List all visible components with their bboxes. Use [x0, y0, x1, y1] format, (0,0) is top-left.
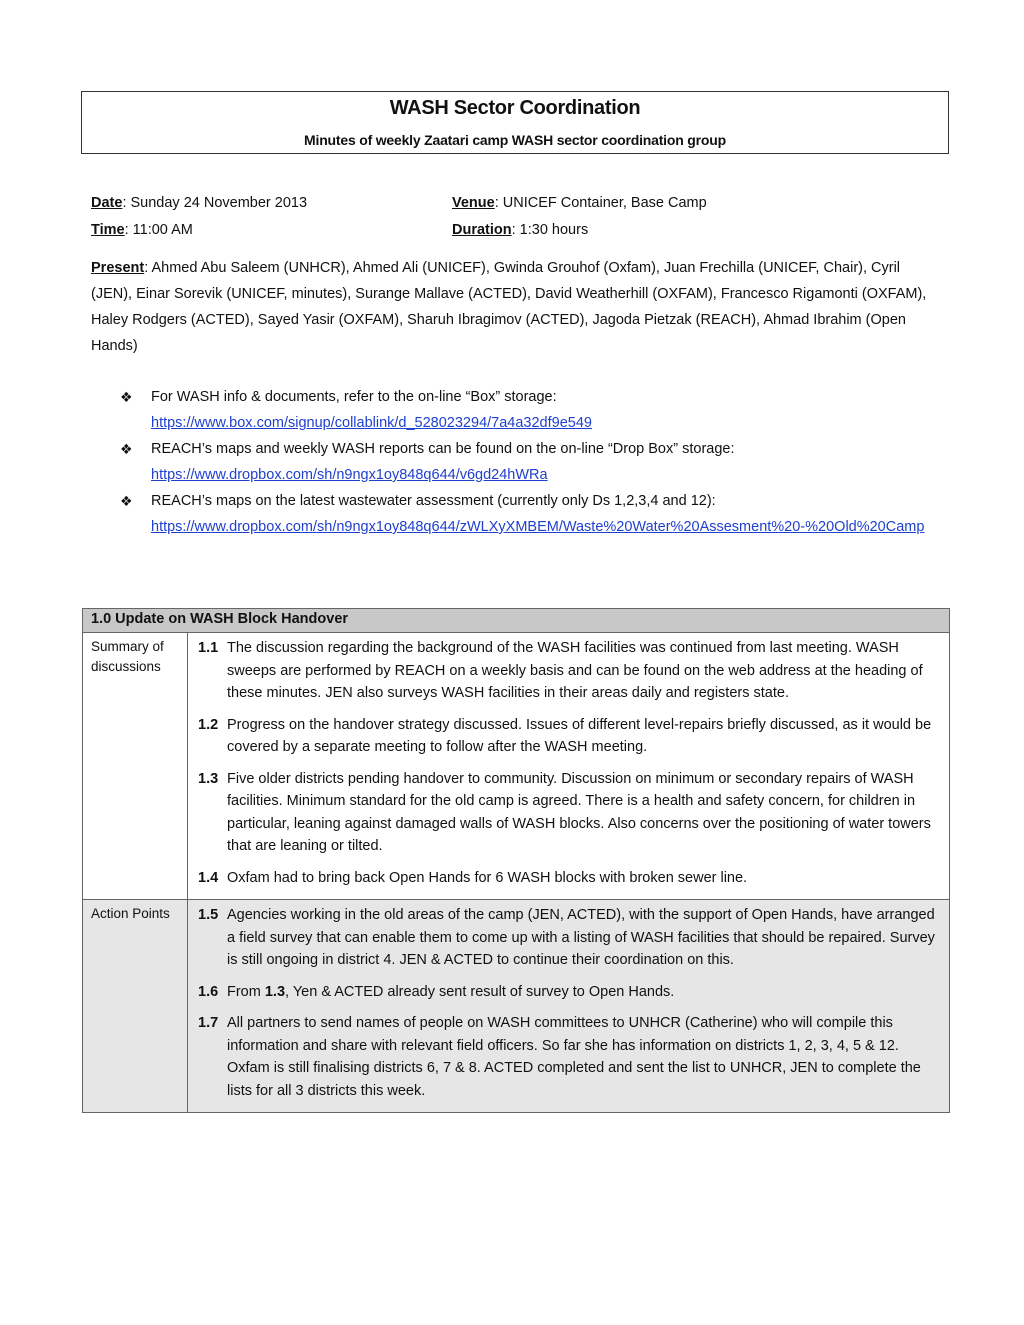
venue-value: : UNICEF Container, Base Camp: [494, 195, 707, 211]
action-row: [83, 900, 950, 1113]
item-text: Progress on the handover strategy discussed. Issues of different level-repairs briefly discussed, as it would be covered by a separate meeting to follow after the WASH meeting.: [227, 716, 932, 755]
diamond-bullet-icon: ❖: [120, 389, 133, 405]
reference-item: [120, 436, 940, 488]
present-label: Present: [91, 260, 145, 276]
item-text: The discussion regarding the background of the WASH facilities was continued from last meeting. WASH sweeps are performed by REACH on a weekly basis and can be found on the web address at the heading of these minutes. JEN also surveys WASH facilities in their areas daily and registers state.: [227, 640, 923, 701]
document-title: WASH Sector Coordination: [389, 97, 641, 119]
action-item: [198, 904, 941, 972]
item-prefix: From: [227, 983, 265, 1000]
reference-text: REACH’s maps and weekly WASH reports can be found on the on-line “Drop Box” storage:: [151, 441, 735, 457]
action-item: [198, 1012, 941, 1102]
diamond-bullet-icon: ❖: [120, 441, 133, 457]
item-text: , Yen & ACTED already sent result of survey to Open Hands.: [285, 983, 675, 1000]
minute-item: [198, 637, 941, 705]
item-text: All partners to send names of people on WASH committees to UNHCR (Catherine) who will compile this information and share with relevant field officers. So far she has information on districts 1, 2, 3, 4, 5 & 12. Oxfam is still finalising districts 6, 7 & 8. ACTED completed and sent the list to UNHCR, JEN to complete the lists for all 3 districts this week.: [227, 1015, 921, 1099]
time-value: : 11:00 AM: [124, 222, 193, 238]
reference-item: [120, 384, 940, 436]
document-subtitle: Minutes of weekly Zaatari camp WASH sector coordination group: [304, 132, 726, 148]
venue-label: Venue: [452, 195, 495, 211]
handover-section-table: [82, 608, 950, 1113]
action-item: [198, 981, 941, 1004]
reference-text: For WASH info & documents, refer to the on-line “Box” storage:: [151, 389, 557, 405]
meta-duration: [452, 222, 588, 238]
item-number: 1.7: [198, 1015, 219, 1031]
reference-link-dropbox[interactable]: https://www.dropbox.com/sh/n9ngx1oy848q644/v6gd24hWRa: [151, 467, 548, 483]
meta-date: [91, 195, 307, 211]
diamond-bullet-icon: ❖: [120, 493, 133, 509]
reference-list: [120, 384, 940, 540]
item-text: Five older districts pending handover to community. Discussion on minimum or secondary repairs of WASH facilities. Minimum standard for the old camp is agreed. There is a health and safety concern, for children in particular, leaning against damaged walls of WASH blocks. Also concerns over the positioning of water towers that are leaning or tilted.: [227, 770, 931, 854]
item-text: Agencies working in the old areas of the camp (JEN, ACTED), with the support of Open Hands, have arranged a field survey that can enable them to come up with a listing of WASH facilities that should be repaired. Survey is still ongoing in district 4. JEN & ACTED to continue their coordination on this.: [227, 907, 935, 968]
date-label: Date: [91, 195, 123, 211]
reference-item: [120, 488, 940, 540]
summary-body: [188, 633, 950, 900]
present-value: : Ahmed Abu Saleem (UNHCR), Ahmed Ali (UNICEF), Gwinda Grouhof (Oxfam), Juan Frechilla (UNICEF, Chair), Cyril (JEN), Einar Sorevik (UNICEF, minutes), Surange Mallave (ACTED), David Weatherhill (OXFAM), Francesco Rigamonti (OXFAM), Haley Rodgers (ACTED), Sayed Yasir (OXFAM), Sharuh Ibragimov (ACTED), Jagoda Pietzak (REACH), Ahmad Ibrahim (Open Hands): [91, 260, 927, 354]
item-text: Oxfam had to bring back Open Hands for 6 WASH blocks with broken sewer line.: [227, 869, 748, 886]
section-heading: 1.0 Update on WASH Block Handover: [83, 609, 950, 633]
time-label: Time: [91, 222, 125, 238]
minute-item: [198, 867, 941, 890]
summary-row: [83, 633, 950, 900]
summary-label: Summary of discussions: [83, 633, 188, 900]
item-reference: 1.3: [264, 983, 286, 1000]
meta-time: [91, 222, 193, 238]
item-number: 1.2: [198, 716, 219, 733]
minute-item: [198, 768, 941, 858]
reference-text: REACH’s maps on the latest wastewater assessment (currently only Ds 1,2,3,4 and 12):: [151, 493, 716, 509]
minute-item: [198, 714, 941, 759]
present-list: [91, 255, 941, 359]
duration-value: : 1:30 hours: [511, 222, 589, 238]
title-box: [81, 91, 949, 154]
action-body: [188, 900, 950, 1113]
item-number: 1.6: [198, 983, 219, 1000]
meta-venue: [452, 195, 707, 211]
reference-link-box[interactable]: https://www.box.com/signup/collablink/d_528023294/7a4a32df9e549: [151, 415, 592, 431]
action-label: Action Points: [83, 900, 188, 1113]
item-number: 1.5: [198, 907, 219, 923]
duration-label: Duration: [452, 222, 512, 238]
reference-link-wastewater[interactable]: https://www.dropbox.com/sh/n9ngx1oy848q644/zWLXyXMBEM/Waste%20Water%20Assesment%20-%20Old%20Camp: [151, 519, 925, 535]
item-number: 1.1: [198, 640, 219, 656]
item-number: 1.4: [198, 869, 219, 886]
date-value: : Sunday 24 November 2013: [122, 195, 308, 211]
item-number: 1.3: [198, 770, 219, 787]
